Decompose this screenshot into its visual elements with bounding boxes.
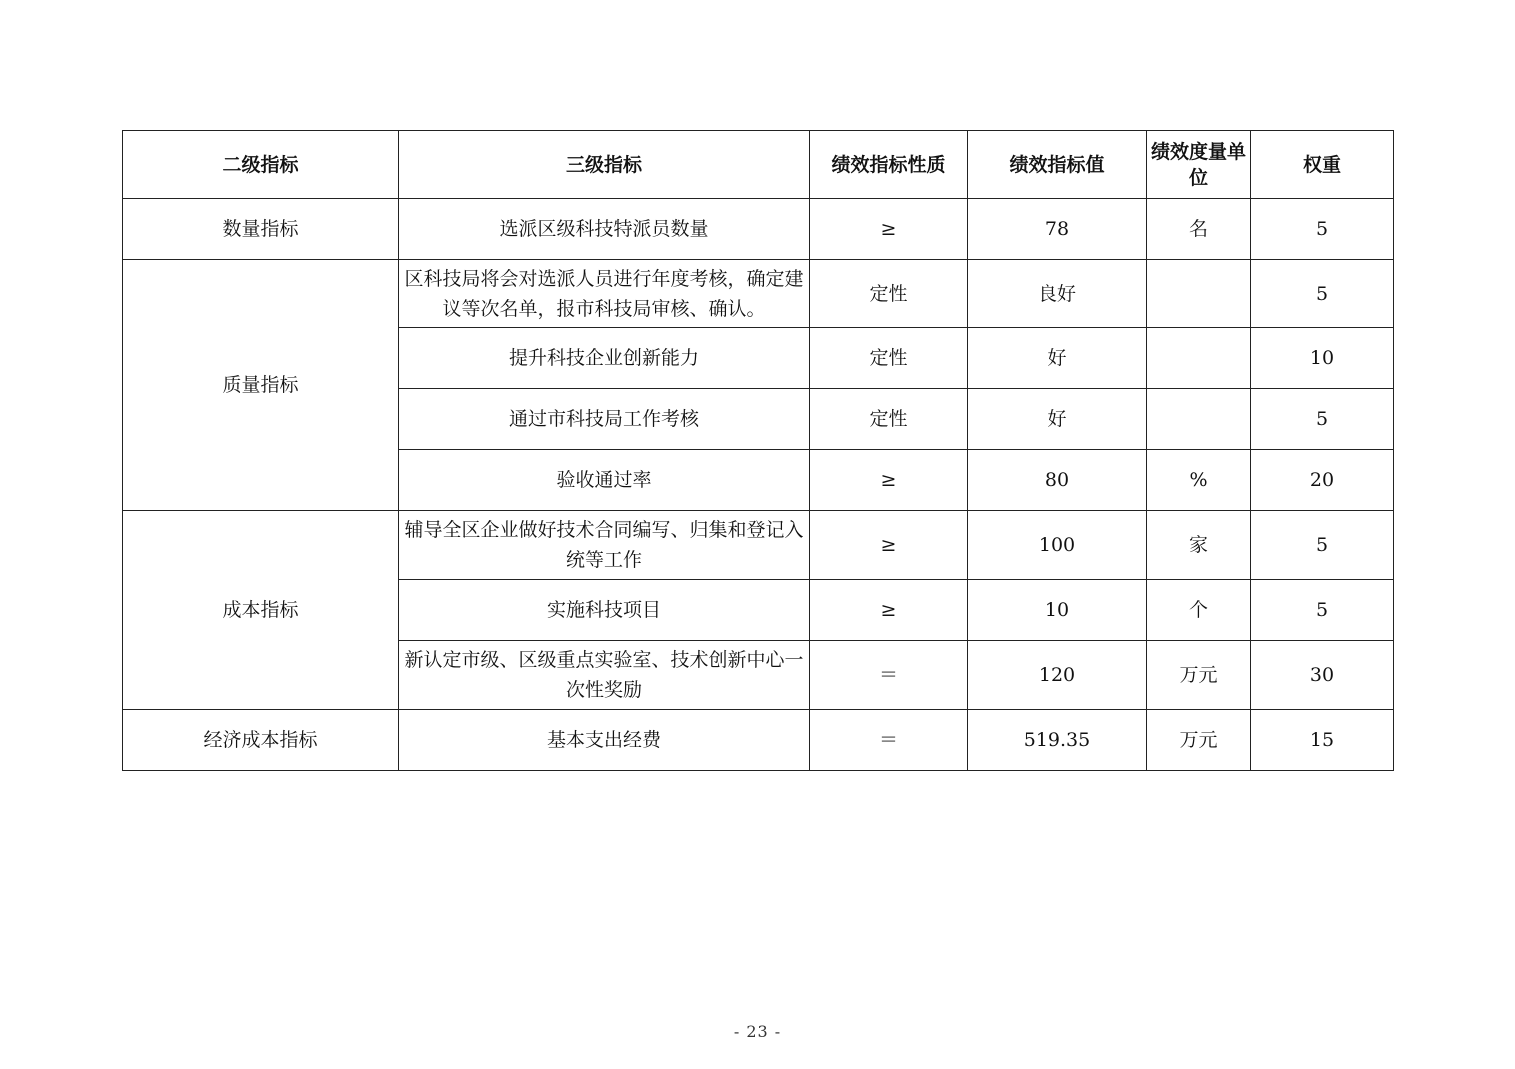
level3-cell: 区科技局将会对选派人员进行年度考核，确定建议等次名单，报市科技局审核、确认。 [399,260,810,328]
level2-cell: 成本指标 [123,511,399,710]
unit-cell [1147,328,1251,389]
value-cell: 好 [968,389,1147,450]
level3-cell: 基本支出经费 [399,710,810,771]
unit-cell [1147,260,1251,328]
value-cell: 100 [968,511,1147,580]
table-row [123,710,1394,771]
unit-cell [1147,389,1251,450]
level2-cell: 经济成本指标 [123,710,399,771]
nature-cell: 定性 [810,260,968,328]
nature-cell: ≥ [810,199,968,260]
header-indicator-value: 绩效指标值 [968,131,1147,199]
level3-cell: 通过市科技局工作考核 [399,389,810,450]
weight-cell: 5 [1251,511,1394,580]
nature-cell: ≥ [810,450,968,511]
table-row [123,511,1394,580]
level3-cell: 实施科技项目 [399,580,810,641]
weight-cell: 30 [1251,641,1394,710]
level3-cell: 辅导全区企业做好技术合同编写、归集和登记入统等工作 [399,511,810,580]
nature-cell: ≥ [810,511,968,580]
nature-cell: ≥ [810,580,968,641]
weight-cell: 5 [1251,389,1394,450]
header-indicator-nature: 绩效指标性质 [810,131,968,199]
level3-cell: 新认定市级、区级重点实验室、技术创新中心一次性奖励 [399,641,810,710]
level2-cell: 数量指标 [123,199,399,260]
value-cell: 10 [968,580,1147,641]
weight-cell: 10 [1251,328,1394,389]
header-level2-indicator: 二级指标 [123,131,399,199]
weight-cell: 5 [1251,199,1394,260]
unit-cell: % [1147,450,1251,511]
value-cell: 良好 [968,260,1147,328]
nature-cell: ＝ [810,641,968,710]
header-measure-unit: 绩效度量单位 [1147,131,1251,199]
weight-cell: 5 [1251,580,1394,641]
header-weight: 权重 [1251,131,1394,199]
header-level3-indicator: 三级指标 [399,131,810,199]
value-cell: 78 [968,199,1147,260]
value-cell: 519.35 [968,710,1147,771]
unit-cell: 万元 [1147,710,1251,771]
level2-cell: 质量指标 [123,260,399,511]
level3-cell: 验收通过率 [399,450,810,511]
performance-indicator-table [122,130,1394,771]
weight-cell: 15 [1251,710,1394,771]
unit-cell: 个 [1147,580,1251,641]
unit-cell: 家 [1147,511,1251,580]
value-cell: 120 [968,641,1147,710]
value-cell: 好 [968,328,1147,389]
level3-cell: 选派区级科技特派员数量 [399,199,810,260]
unit-cell: 名 [1147,199,1251,260]
page-number: - 23 - [733,1022,782,1041]
nature-cell: 定性 [810,389,968,450]
weight-cell: 20 [1251,450,1394,511]
table-row [123,260,1394,328]
nature-cell: ＝ [810,710,968,771]
value-cell: 80 [968,450,1147,511]
level3-cell: 提升科技企业创新能力 [399,328,810,389]
nature-cell: 定性 [810,328,968,389]
unit-cell: 万元 [1147,641,1251,710]
table-row [123,199,1394,260]
weight-cell: 5 [1251,260,1394,328]
table-header-row [123,131,1394,199]
